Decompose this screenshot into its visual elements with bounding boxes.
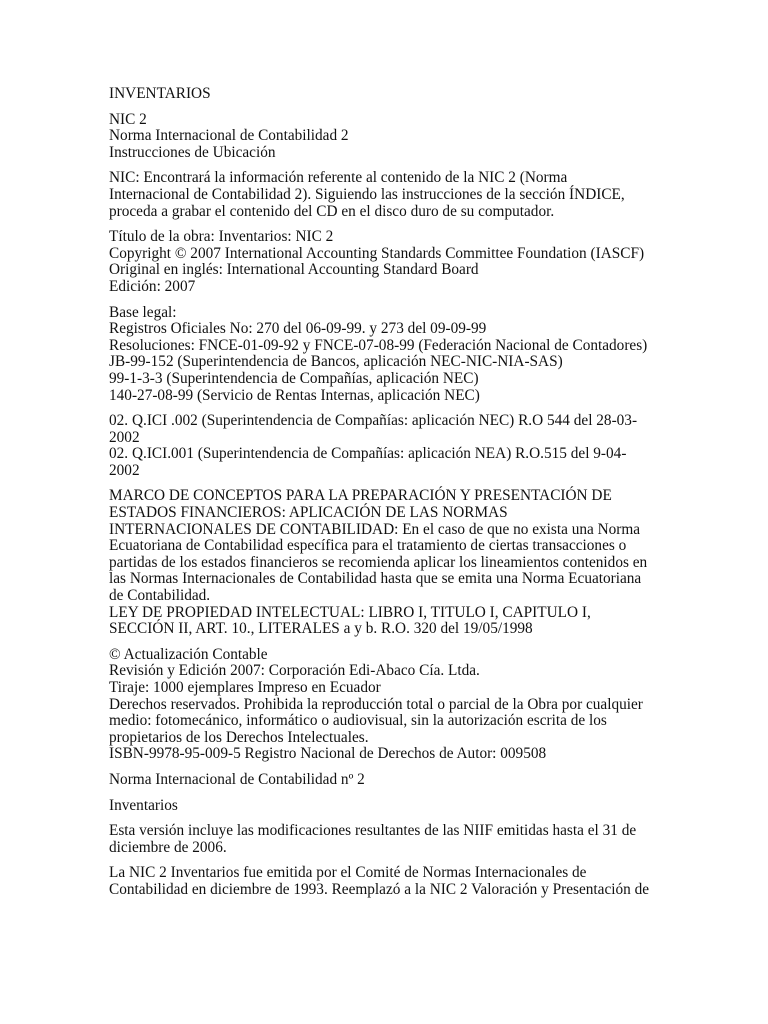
text-line: LEY DE PROPIEDAD INTELECTUAL: LIBRO I, TITULO I, CAPITULO I, [109, 603, 591, 621]
text-line: 2002 [109, 428, 140, 446]
text-line: JB-99-152 (Superintendencia de Bancos, aplicación NEC-NIC-NIA-SAS) [109, 353, 563, 371]
text-line: Tiraje: 1000 ejemplares Impreso en Ecuador [109, 679, 381, 696]
text-line: ISBN-9978-95-009-5 Registro Nacional de Derechos de Autor: 009508 [109, 745, 547, 763]
text-line: Resoluciones: FNCE-01-09-92 y FNCE-07-08-99 (Federación Nacional de Contadores) [109, 336, 648, 354]
text-line: las Normas Internacionales de Contabilidad hasta que se emita una Norma Ecuatoriana [109, 570, 642, 588]
text-line: 99-1-3-3 (Superintendencia de Compañías, aplicación NEC) [109, 369, 479, 387]
text-line: 02. Q.ICI.001 (Superintendencia de Compañías: aplicación NEA) R.O.515 del 9-04- [109, 445, 627, 463]
text-line: Esta versión incluye las modificaciones resultantes de las NIIF emitidas hasta el 31 de [109, 822, 637, 840]
standard-heading [109, 112, 669, 162]
text-line: Título de la obra: Inventarios: NIC 2 [109, 228, 334, 246]
text-line: Copyright © 2007 International Accounting Standards Committee Foundation (IASCF) [109, 244, 645, 262]
text-line: INVENTARIOS [109, 85, 211, 102]
section-subtitle [109, 798, 669, 815]
text-line: Ecuatoriana de Contabilidad específica para el tratamiento de ciertas transacciones o [109, 537, 627, 555]
framework-paragraph [109, 488, 669, 637]
text-line: Norma Internacional de Contabilidad nº 2 [109, 770, 365, 788]
text-line: 140-27-08-99 (Servicio de Rentas Internas, aplicación NEC) [109, 386, 480, 404]
text-line: proceda a grabar el contenido del CD en el disco duro de su computador. [109, 202, 555, 220]
copyright-paragraph [109, 647, 669, 763]
text-line: Contabilidad en diciembre de 1993. Reemplazó a la NIC 2 Valoración y Presentación de [109, 880, 650, 898]
text-line: MARCO DE CONCEPTOS PARA LA PREPARACIÓN Y PRESENTACIÓN DE [109, 487, 612, 505]
text-line: medio: fotomecánico, informático o audiovisual, sin la autorización escrita de los [109, 712, 607, 730]
text-line: Instrucciones de Ubicación [109, 143, 276, 161]
text-line: 2002 [109, 461, 140, 479]
text-line: Registros Oficiales No: 270 del 06-09-99. y 273 del 09-09-99 [109, 320, 487, 338]
text-line: partidas de los estados financieros se recomienda aplicar los lineamientos contenidos en [109, 553, 648, 571]
document-title [109, 86, 669, 103]
text-line: de Contabilidad. [109, 587, 211, 605]
text-line: Norma Internacional de Contabilidad 2 [109, 127, 349, 145]
text-line: diciembre de 2006. [109, 838, 227, 856]
history-paragraph [109, 865, 669, 898]
version-note [109, 823, 669, 856]
text-line: propietarios de los Derechos Intelectuales. [109, 728, 369, 746]
text-line: La NIC 2 Inventarios fue emitida por el Comité de Normas Internacionales de [109, 864, 587, 882]
section-title [109, 772, 669, 789]
text-line: NIC: Encontrará la información referente al contenido de la NIC 2 (Norma [109, 169, 568, 187]
text-line: SECCIÓN II, ART. 10., LITERALES a y b. R.O. 320 del 19/05/1998 [109, 620, 533, 638]
text-line: Original en inglés: International Accounting Standard Board [109, 261, 479, 279]
text-line: Edición: 2007 [109, 277, 196, 295]
text-line: Inventarios [109, 796, 178, 814]
text-line: 02. Q.ICI .002 (Superintendencia de Compañías: aplicación NEC) R.O 544 del 28-03- [109, 412, 638, 430]
text-line: Revisión y Edición 2007: Corporación Edi-Abaco Cía. Ltda. [109, 662, 480, 680]
text-line: Internacional de Contabilidad 2). Siguiendo las instrucciones de la sección ÍNDICE, [109, 185, 625, 203]
text-line: Base legal: [109, 303, 177, 321]
resolutions-paragraph [109, 413, 669, 479]
text-line: NIC 2 [109, 110, 147, 128]
instructions-paragraph [109, 170, 669, 220]
text-line: Derechos reservados. Prohibida la reproducción total o parcial de la Obra por cualquier [109, 695, 643, 713]
publication-info [109, 229, 669, 295]
text-line: INTERNACIONALES DE CONTABILIDAD: En el caso de que no exista una Norma [109, 520, 641, 538]
document-body [109, 86, 669, 908]
legal-basis [109, 305, 669, 405]
text-line: © Actualización Contable [109, 645, 268, 663]
text-line: ESTADOS FINANCIEROS: APLICACIÓN DE LAS NORMAS [109, 504, 508, 522]
